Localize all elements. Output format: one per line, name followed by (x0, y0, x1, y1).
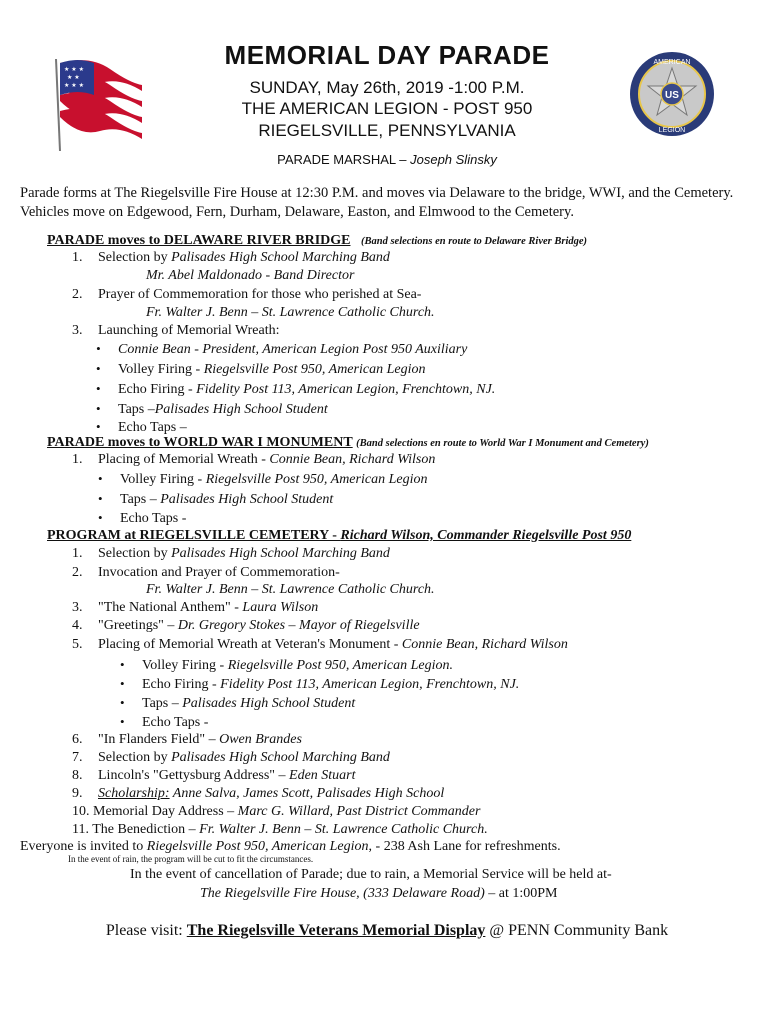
svg-text:★ ★: ★ ★ (67, 74, 80, 81)
list-item: 6. "In Flanders Field" – Owen Brandes (72, 732, 302, 747)
list-item: 11. The Benediction – Fr. Walter J. Benn – St. Lawrence Catholic Church. (72, 822, 488, 837)
list-item: 7. Selection by Palisades High School Marching Band (72, 750, 390, 765)
parade-marshal-line (0, 152, 774, 167)
list-item: 3. Launching of Memorial Wreath: (72, 323, 280, 338)
bullet-item: • Volley Firing - Riegelsville Post 950, American Legion. (120, 656, 453, 675)
cancellation-location: The Riegelsville Fire House, (333 Delaware Road) – at 1:00PM (200, 886, 558, 901)
bullet-item: • Echo Firing - Fidelity Post 113, American Legion, Frenchtown, NJ. (96, 380, 495, 399)
refreshments-invite: Everyone is invited to Riegelsville Post 950, American Legion, - 238 Ash Lane for refreshments. (20, 839, 561, 854)
bullet-item: • Volley Firing - Riegelsville Post 950, American Legion (98, 470, 427, 489)
organization-line: THE AMERICAN LEGION - POST 950 (241, 99, 533, 118)
list-item: 9. Scholarship: Anne Salva, James Scott, Palisades High School (72, 786, 445, 801)
list-item: 1. Selection by Palisades High School Marching Band (72, 546, 390, 561)
list-item: 1. Selection by Palisades High School Marching Band (72, 250, 390, 265)
emblem-center-text: US (665, 90, 679, 101)
list-item: 4. "Greetings" – Dr. Gregory Stokes – Mayor of Riegelsville (72, 618, 420, 633)
bullet-item: • Taps –Palisades High School Student (96, 400, 328, 419)
list-item: 3. "The National Anthem" - Laura Wilson (72, 600, 319, 615)
bullet-item: • Taps – Palisades High School Student (120, 694, 355, 713)
page-title: MEMORIAL DAY PARADE (224, 40, 550, 70)
list-item-sub: Fr. Walter J. Benn – St. Lawrence Catholic Church. (146, 582, 435, 597)
bullet-item: • Echo Taps - (120, 713, 208, 732)
marshal-label: PARADE MARSHAL – (277, 152, 411, 167)
section-heading-wwi-monument: PARADE moves to WORLD WAR I MONUMENT (Band selections en route to World War I Monument and Cemetery) (47, 435, 649, 450)
marshal-name: Joseph Slinsky (410, 152, 497, 167)
bullet-item: • Echo Firing - Fidelity Post 113, American Legion, Frenchtown, NJ. (120, 675, 519, 694)
visit-line: Please visit: The Riegelsville Veterans Memorial Display @ PENN Community Bank (105, 922, 669, 939)
list-item: 2. Prayer of Commemoration for those who perished at Sea- (72, 287, 422, 302)
svg-text:★ ★ ★: ★ ★ ★ (64, 82, 84, 89)
date-line: SUNDAY, May 26th, 2019 -1:00 P.M. (249, 78, 525, 97)
list-item: 10. Memorial Day Address – Marc G. Willard, Past District Commander (72, 804, 481, 819)
emblem-bottom-text: LEGION (658, 127, 686, 134)
list-item-sub: Fr. Walter J. Benn – St. Lawrence Catholic Church. (146, 305, 435, 320)
list-item: 2. Invocation and Prayer of Commemoration- (72, 565, 340, 580)
list-item: 5. Placing of Memorial Wreath at Veteran's Monument - Connie Bean, Richard Wilson (72, 637, 568, 652)
intro-paragraph: Parade forms at The Riegelsville Fire House at 12:30 P.M. and moves via Delaware to the bridge, WWI, and the Cemetery. Vehicles move on Edgewood, Fern, Durham, Delaware, Easton, and Elmwood to the Cemetery. (20, 185, 734, 220)
emblem-top-text: AMERICAN (653, 59, 691, 66)
rain-note: In the event of rain, the program will be cut to fit the circumstances. (68, 854, 314, 864)
list-item: 8. Lincoln's "Gettysburg Address" – Eden Stuart (72, 768, 356, 783)
section-heading-cemetery: PROGRAM at RIEGELSVILLE CEMETERY - Richard Wilson, Commander Riegelsville Post 950 (47, 528, 632, 543)
bullet-item: • Volley Firing - Riegelsville Post 950, American Legion (96, 360, 425, 379)
list-item: 1. Placing of Memorial Wreath - Connie Bean, Richard Wilson (72, 452, 436, 467)
bullet-item: • Echo Taps – (96, 418, 187, 437)
bullet-item: • Echo Taps - (98, 509, 186, 528)
location-line: RIEGELSVILLE, PENNSYLVANIA (258, 121, 516, 140)
section-heading-bridge: PARADE moves to DELAWARE RIVER BRIDGE (Band selections en route to Delaware River Bridge) (47, 233, 588, 248)
bullet-item: • Connie Bean - President, American Legion Post 950 Auxiliary (96, 340, 467, 359)
svg-text:★ ★ ★: ★ ★ ★ (64, 66, 84, 73)
cancellation-notice: In the event of cancellation of Parade; due to rain, a Memorial Service will be held at- (130, 867, 612, 882)
list-item-sub: Mr. Abel Maldonado - Band Director (146, 268, 355, 283)
veterans-memorial-display-link[interactable]: The Riegelsville Veterans Memorial Display (186, 922, 486, 939)
bullet-item: • Taps – Palisades High School Student (98, 490, 333, 509)
